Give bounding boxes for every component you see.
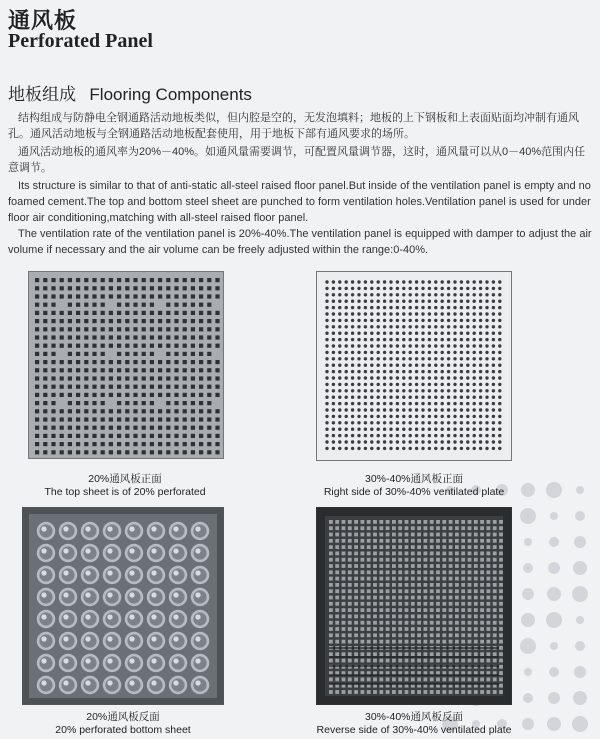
- caption-right-side-chinese: 30%-40%通风板正面: [364, 473, 464, 485]
- caption-reverse-side-chinese: 30%-40%通风板反面: [364, 711, 464, 723]
- caption-top-sheet: [20, 473, 230, 499]
- caption-right-side-english: Right side of 30%-40% ventilated plate: [323, 486, 505, 498]
- image-top-sheet-20-percent: [28, 271, 224, 459]
- section-heading-english: Flooring Components: [89, 85, 252, 104]
- caption-reverse-side-english: Reverse side of 30%-40% ventilated plate: [316, 724, 512, 736]
- image-reverse-side-30-40-percent: [316, 507, 512, 705]
- image-bottom-sheet-20-percent: [22, 507, 224, 705]
- caption-reverse-side: [306, 711, 522, 737]
- image-right-side-30-40-percent: [316, 271, 512, 461]
- caption-bottom-sheet-english: 20% perforated bottom sheet: [55, 724, 191, 736]
- page-title-english: Perforated Panel: [8, 30, 153, 52]
- section-heading-chinese: 地板组成: [8, 85, 76, 105]
- paragraph-ventilation-rate-english: The ventilation rate of the ventilation panel is 20%-40%.The ventilation panel is equipped with damper to adjust the air volume if necessary and the air volume can be freely adjusted within the range:0-40%.: [8, 228, 592, 256]
- caption-bottom-sheet-chinese: 20%通风板反面: [86, 711, 160, 723]
- paragraph-structure-english: Its structure is similar to that of anti-static all-steel raised floor panel.But inside of the ventilation panel is empty and no foamed cement.The top and bottom steel sheet are punched to form ventilation holes.Ventilation panel is used for under floor air conditioning,matching with all-steel raised floor panel.: [8, 180, 591, 224]
- caption-top-sheet-english: The top sheet is of 20% perforated: [44, 486, 206, 498]
- page-title-chinese: 通风板: [8, 8, 78, 34]
- caption-right-side: [306, 473, 522, 499]
- caption-bottom-sheet: [16, 711, 230, 737]
- caption-top-sheet-chinese: 20%通风板正面: [88, 473, 162, 485]
- paragraph-structure-chinese: 结构组成与防静电全钢通路活动地板类似，但内腔是空的，无发泡填料；地板的上下钢板和上表面贴面均冲制有通风孔。通风活动地板与全钢通路活动地板配套使用，用于地板下部有通风要求的场所。: [8, 112, 579, 140]
- section-heading: [8, 80, 252, 105]
- paragraph-ventilation-rate-chinese: 通风活动地板的通风率为20%－40%。如通风量需要调节，可配置风量调节器，这时，通风量可以从0－40%范围内任意调节。: [8, 146, 586, 174]
